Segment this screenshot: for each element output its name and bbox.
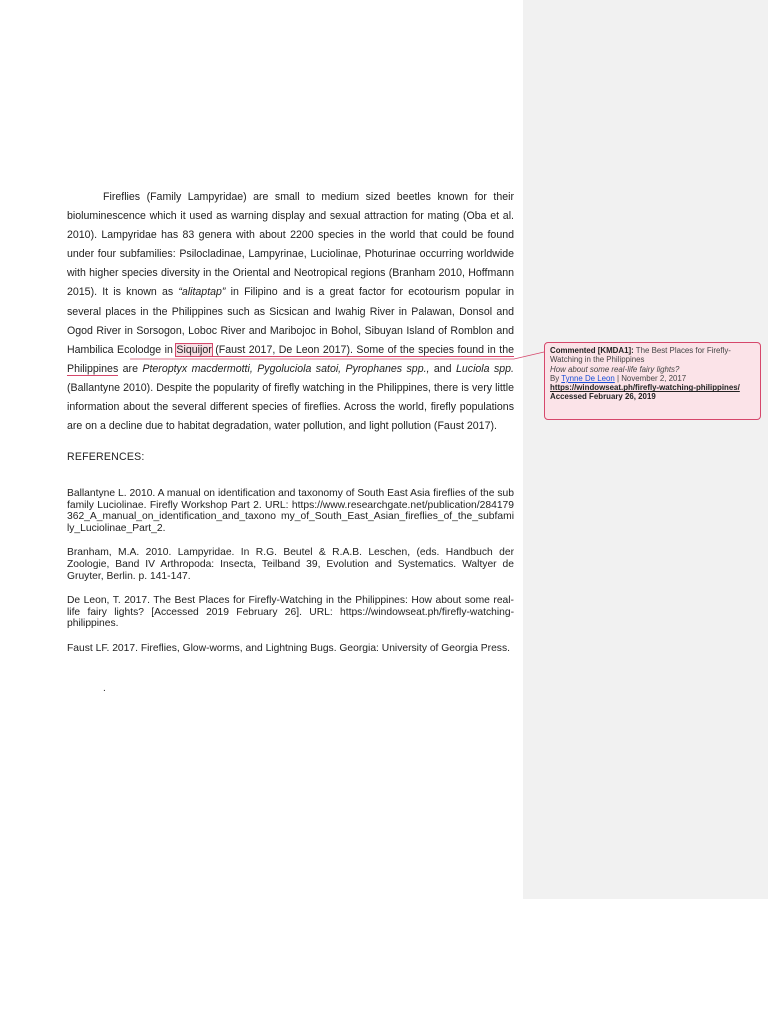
body-text-part: and xyxy=(429,362,456,375)
body-text-part: (Ballantyne 2010). Despite the popularity of firefly watching in the Philippines, there is very little information about the several different species of fireflies. Across the world, firefly populations are on a decline due to habitat degradation, water pollution, and light pollution (Faust 2017). xyxy=(67,381,514,433)
reference-item: Faust LF. 2017. Fireflies, Glow-worms, and Lightning Bugs. Georgia: University of Georgia Press. xyxy=(67,642,510,654)
species-list: Pteroptyx macdermotti, Pygoluciola satoi, Pyrophanes spp., xyxy=(142,362,430,375)
comment-date: | November 2, 2017 xyxy=(614,373,687,383)
references-heading: REFERENCES: xyxy=(67,451,145,463)
species-luciola: Luciola spp. xyxy=(455,362,514,375)
comment-by-label: By xyxy=(550,373,562,383)
reference-item: De Leon, T. 2017. The Best Places for Firefly-Watching in the Philippines: How about some real-life fairy lights? [Accessed 2019 February 26]. URL: https://windowseat.ph/firefly-watching-philippines. xyxy=(67,595,514,630)
reference-item: Ballantyne L. 2010. A manual on identification and taxonomy of South East Asia fireflies of the subfamily Luciolinae. Firefly Workshop Part 2. URL: https://www.researchgate.net/publication/284179362_A_manual_on_identification_and_taxono my_of_South_East_Asian_fireflies_of_the_subfamily_Luciolinae_Part_2. xyxy=(67,488,514,534)
reference-item: Branham, M.A. 2010. Lampyridae. In R.G. Beutel & R.A.B. Leschen, (eds. Handbuch der Zoologie, Band IV Arthropoda: Insecta, Teilband 39, Evolution and Systematics. Waltyer de Gruyter, Berlin. p. 141-147. xyxy=(67,547,514,582)
comment-author-link[interactable]: Tynne De Leon xyxy=(561,373,615,383)
comment-author: Commented [KMDA1]: xyxy=(550,346,634,355)
stray-period: . xyxy=(103,683,106,694)
comments-margin-pane xyxy=(523,0,768,899)
comment-title: The Best Places for Firefly-Watching in the Philippines xyxy=(550,346,731,365)
body-text-part: Fireflies (Family Lampyridae) are small to medium sized beetles known for their bioluminescence which it used as warning display and sexual attraction for mating (Oba et al. 2010). Lampyridae has 83 genera with about 2200 species in the world that could be found under four subfamilies: Psilocladinae, Lampyrinae, Luciolinae, Photurinae occurring worldwide with higher species diversity in the Oriental and Neotropical regions (Branham 2010, Hoffmann 2015). It is known as xyxy=(67,191,514,299)
references-list xyxy=(67,488,514,668)
comment-url-link[interactable]: https://windowseat.ph/firefly-watching-philippines/ xyxy=(550,383,740,393)
comment-balloon[interactable] xyxy=(544,342,761,420)
body-text-part: are xyxy=(118,362,143,375)
alitaptap-term: “alitaptap” xyxy=(178,286,226,299)
body-paragraph[interactable] xyxy=(67,188,514,436)
comment-subtitle: How about some real-life fairy lights? xyxy=(550,364,680,374)
body-text-part: in Filipino and is a great factor for ecotourism popular in several places in the Philippines such as Sicsican and Iwahig River in Palawan, Donsol and Ogod River in Sorsogon, Loboc River and Maribojoc in Bohol, Sibuyan Island of Romblon and Hambilica Ecolodge in xyxy=(67,286,514,356)
comment-accessed: Accessed February 26, 2019 xyxy=(550,392,656,402)
commented-word-siquijor[interactable]: Siquijor xyxy=(176,343,212,356)
body-text-part: (Faust 2017, De Leon 2017). Some of the species found in the Philippines xyxy=(67,343,515,375)
